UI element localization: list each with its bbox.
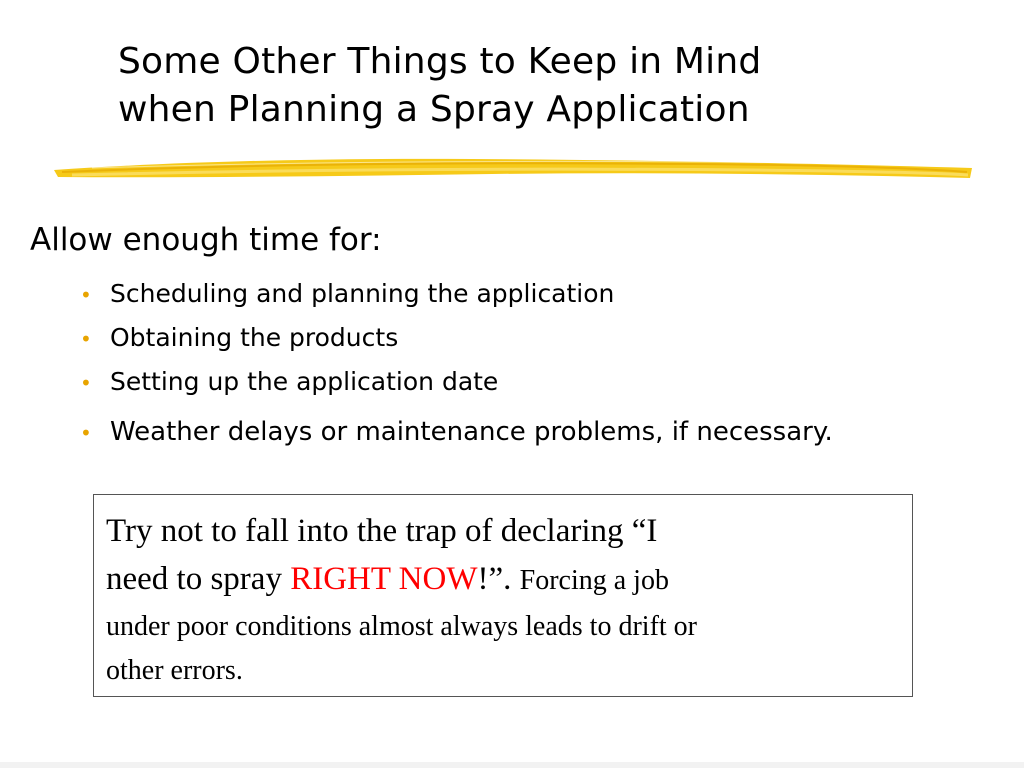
bullet-dot-icon: • (80, 371, 92, 395)
callout-text: need to spray (106, 561, 291, 597)
slide-title-line-1: Some Other Things to Keep in Mind (118, 41, 762, 82)
callout-line-3: under poor conditions almost always leads to drift or (106, 611, 697, 642)
bullet-dot-icon: • (80, 421, 92, 445)
bullet-list (80, 274, 833, 456)
slide-title-line-2: when Planning a Spray Application (118, 89, 750, 130)
list-item (80, 274, 833, 318)
footer-bar (0, 762, 1024, 768)
list-item-text: Scheduling and planning the application (110, 279, 615, 308)
callout-emphasis: RIGHT NOW (290, 561, 478, 597)
list-item (80, 362, 833, 412)
callout-text: Forcing a job (519, 565, 669, 596)
bullet-dot-icon: • (80, 327, 92, 351)
callout-line-1: Try not to fall into the trap of declaring “I (106, 513, 658, 549)
callout-box (93, 494, 913, 697)
section-heading: Allow enough time for: (30, 222, 382, 258)
yellow-brush-underline (52, 150, 974, 188)
callout-text: !”. (477, 561, 520, 597)
list-item-text: Obtaining the products (110, 323, 399, 352)
list-item-text: Weather delays or maintenance problems, if necessary. (110, 417, 833, 447)
callout-line-2 (106, 555, 898, 605)
slide-title (118, 38, 978, 134)
list-item-text: Setting up the application date (110, 367, 499, 396)
bullet-dot-icon: • (80, 283, 92, 307)
list-item (80, 412, 833, 456)
list-item (80, 318, 833, 362)
callout-line-4: other errors. (106, 655, 243, 686)
